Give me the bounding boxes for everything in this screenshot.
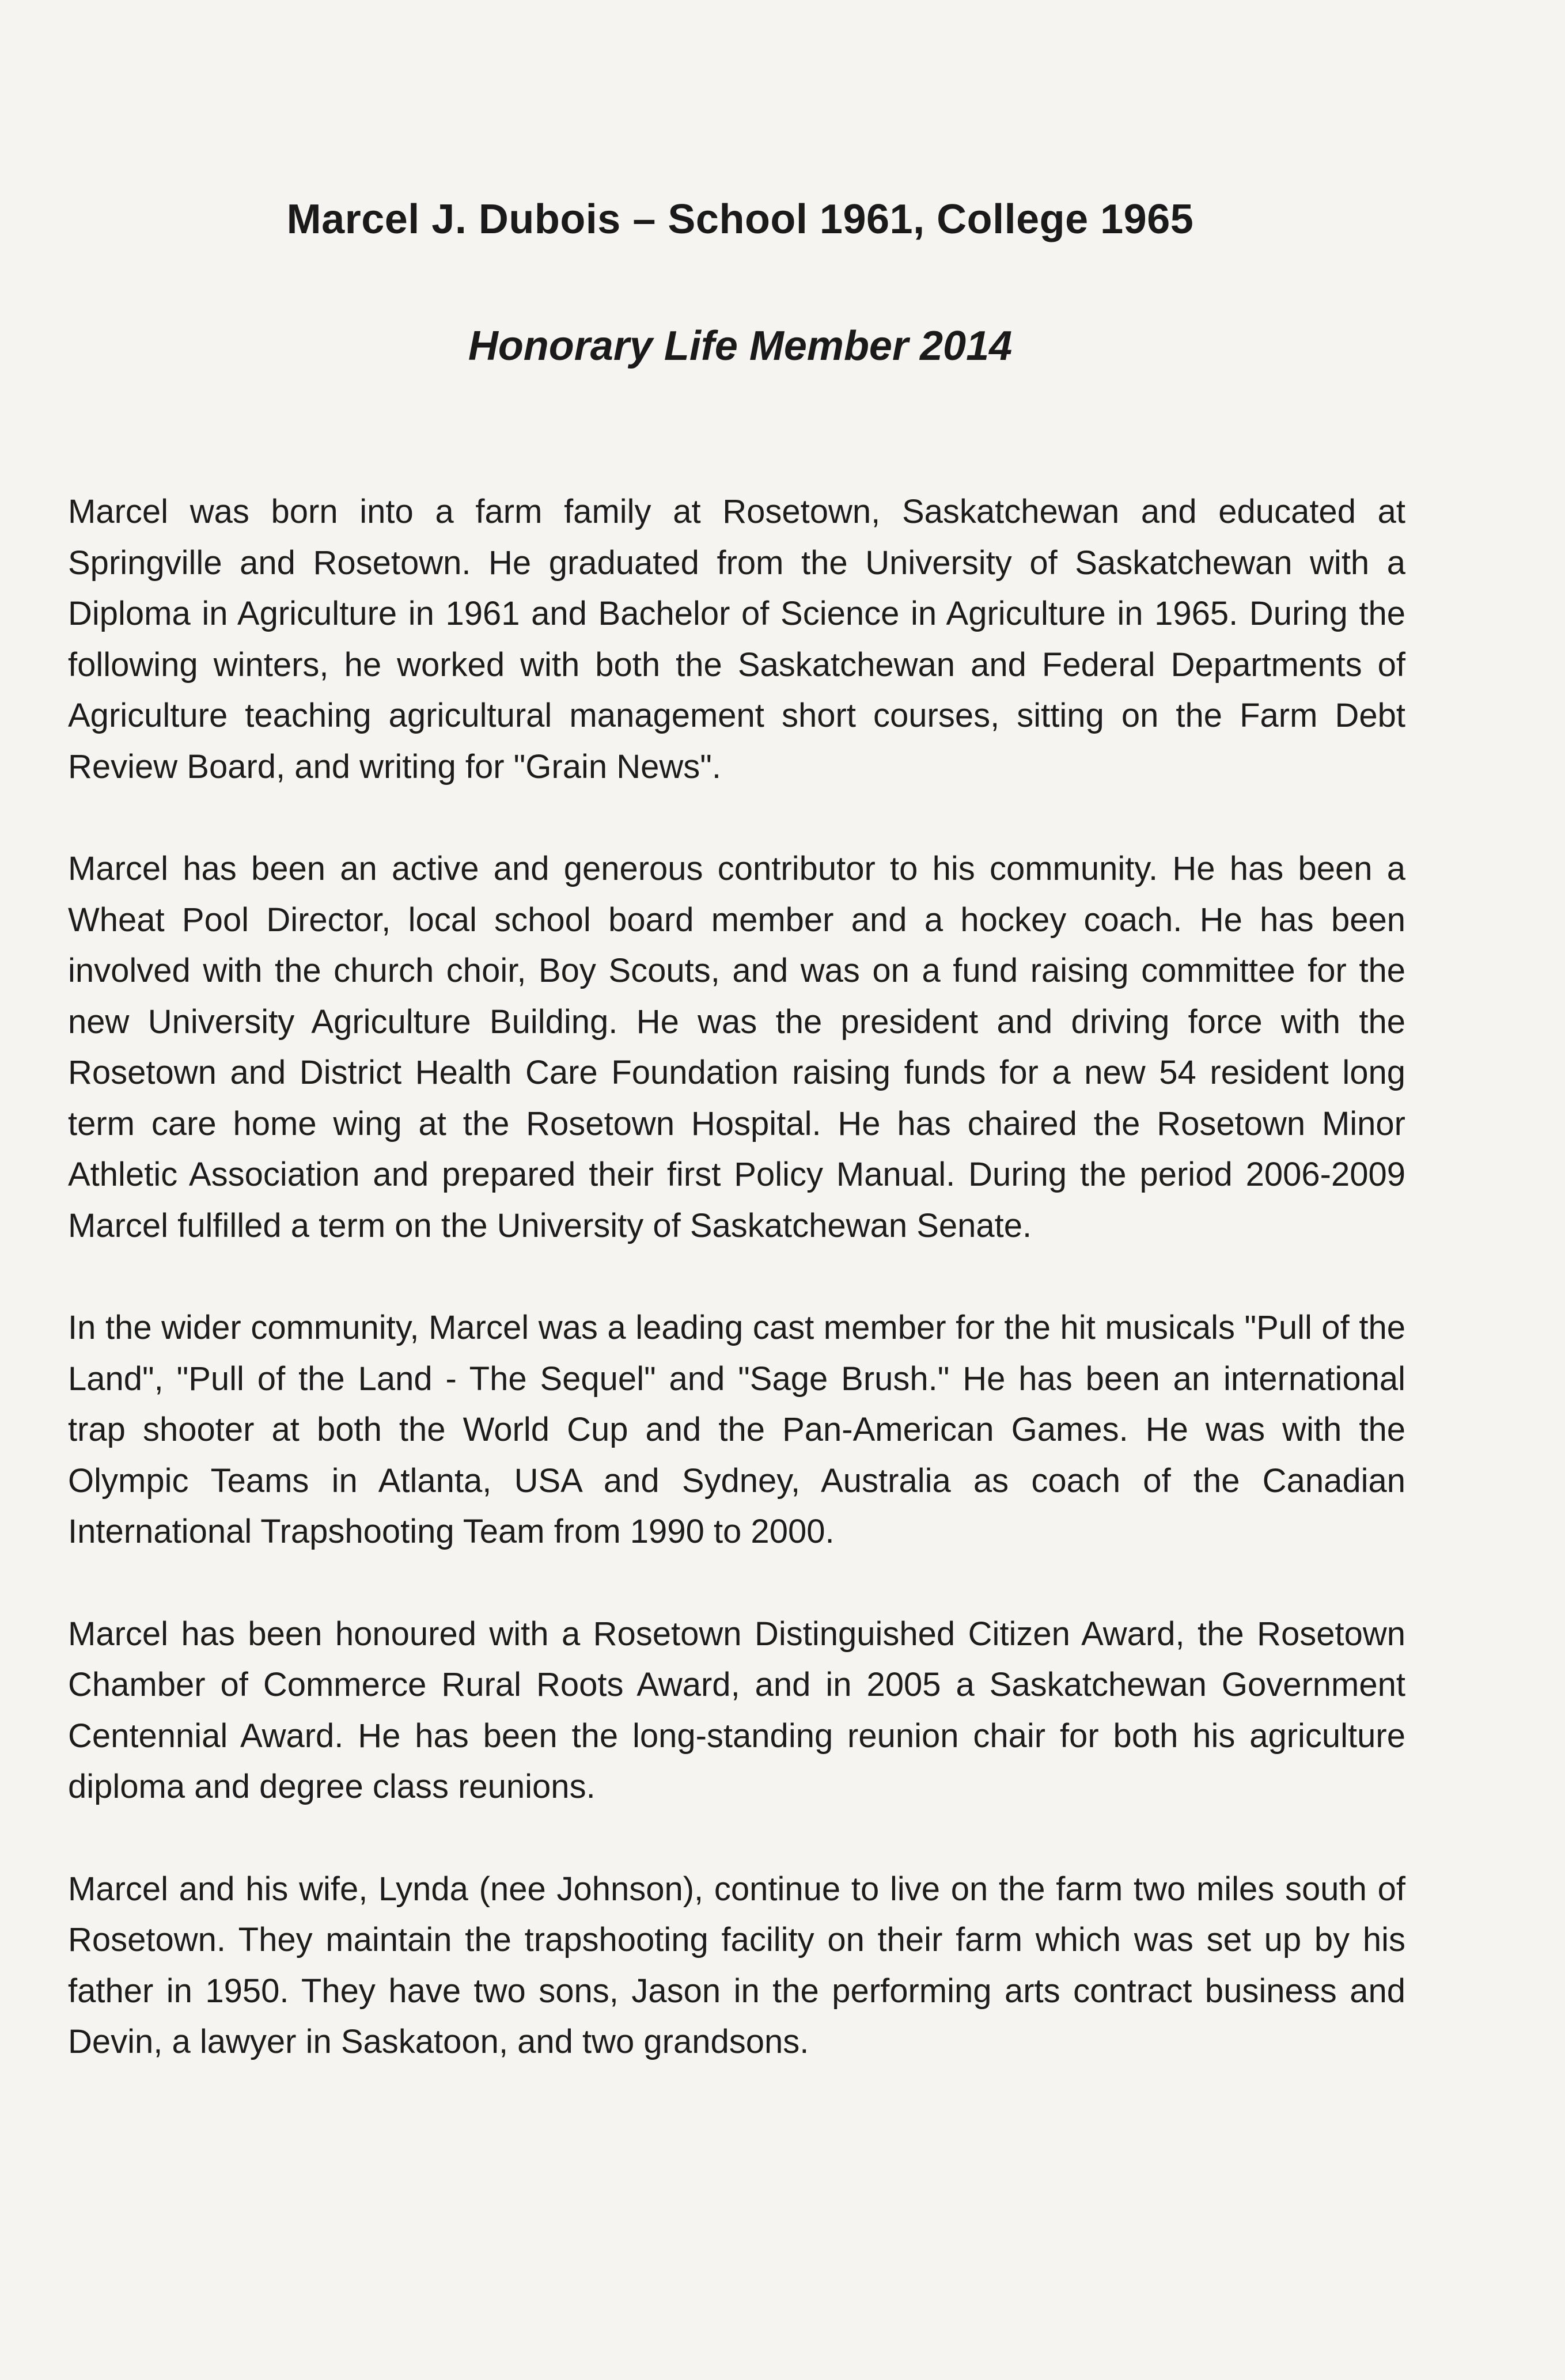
paragraph-early-life: Marcel was born into a farm family at Rosetown, Saskatchewan and educated at Springville and Rosetown. He graduated from the University of Saskatchewan with a Diploma in Agriculture in 1961 and Bachelor of Science in Agriculture in 1965. During the following winters, he worked with both the Saskatchewan and Federal Departments of Agriculture teaching agricultural management short courses, sitting on the Farm Debt Review Board, and writing for "Grain News". [68, 493, 1405, 785]
paragraph-wider-community: In the wider community, Marcel was a leading cast member for the hit musicals "Pull of the Land", "Pull of the Land - The Sequel" and "Sage Brush." He has been an international trap shooter at both the World Cup and the Pan-American Games. He was with the Olympic Teams in Atlanta, USA and Sydney, Australia as coach of the Canadian International Trapshooting Team from 1990 to 2000. [68, 1309, 1405, 1550]
document-subtitle: Honorary Life Member 2014 [468, 323, 1013, 369]
paragraph-honours: Marcel has been honoured with a Rosetown Distinguished Citizen Award, the Rosetown Chamber of Commerce Rural Roots Award, and in 2005 a Saskatchewan Government Centennial Award. He has been the long-standing reunion chair for both his agriculture diploma and degree class reunions. [68, 1615, 1405, 1805]
paragraph-community: Marcel has been an active and generous contributor to his community. He has been a Wheat Pool Director, local school board member and a hockey coach. He has been involved with the church choir, Boy Scouts, and was on a fund raising committee for the new University Agriculture Building. He was the president and driving force with the Rosetown and District Health Care Foundation raising funds for a new 54 resident long term care home wing at the Rosetown Hospital. He has chaired the Rosetown Minor Athletic Association and prepared their first Policy Manual. During the period 2006-2009 Marcel fulfilled a term on the University of Saskatchewan Senate. [68, 850, 1405, 1244]
paragraph-family: Marcel and his wife, Lynda (nee Johnson), continue to live on the farm two miles south of Rosetown. They maintain the trapshooting facility on their farm which was set up by his father in 1950. They have two sons, Jason in the performing arts contract business and Devin, a lawyer in Saskatoon, and two grandsons. [68, 1870, 1405, 2060]
document-body [68, 487, 1405, 2119]
document-title: Marcel J. Dubois – School 1961, College 1965 [286, 196, 1194, 242]
